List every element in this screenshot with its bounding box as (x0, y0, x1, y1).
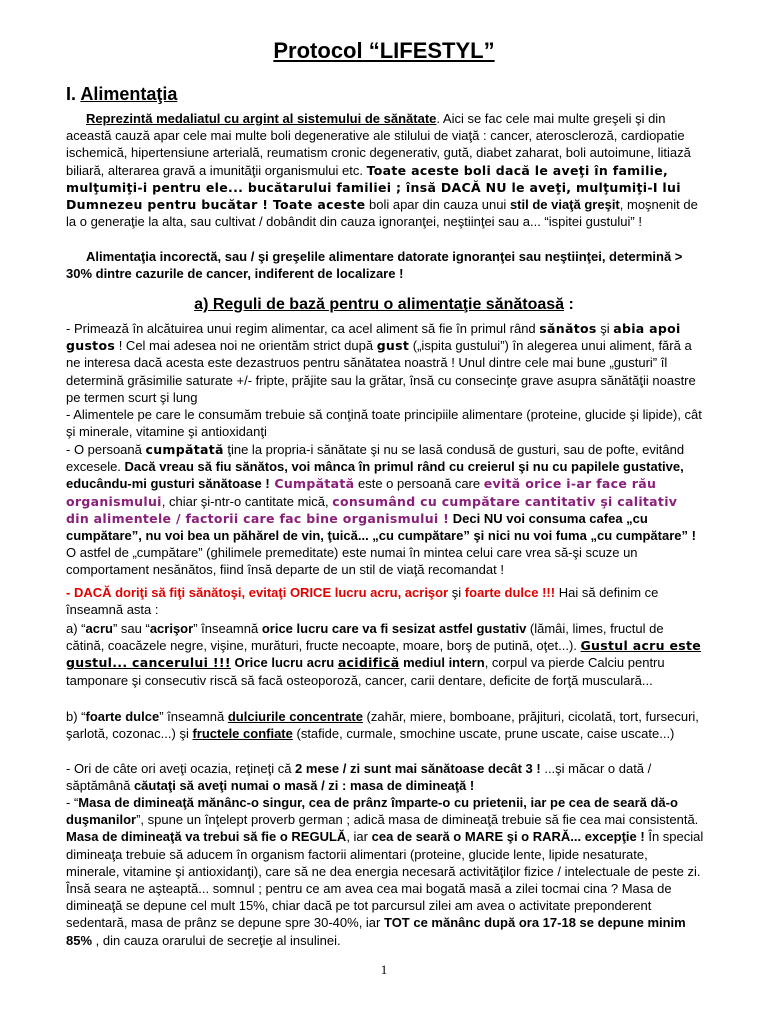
rule-breakfast-bold: Masa de dimineaţă va trebui să fie o REGULĂ (66, 829, 347, 845)
rule-3-bold: Deci NU voi consuma cafea „cu cumpătare”, nu voi bea un păhărel de vin, ţuică... „cu cumpătare” şi nici nu voi fuma „cu cumpătare” ! (66, 510, 696, 544)
page-number: 1 (380, 962, 388, 977)
rule-meals-text: - Ori de câte ori aveţi ocazia, reţineţi că (66, 761, 296, 776)
rule-dulce-bold: foarte dulce (85, 709, 160, 724)
rule-meals-text: ...şi măcar o dată / săptămână (66, 761, 652, 794)
rule-dulce-text: b) “ (66, 709, 86, 724)
rule-acru-bold: acru (85, 621, 113, 636)
rule-acru-text: , corpul va pierde Calciu pentru tamponare şi consecutiv riscă să facă osteoporoză, cancer, carii dentare, deficite de forţă musculară... (66, 655, 665, 688)
rule-3-purple: consumând cu cumpătare cantitativ şi calitativ din alimentele / factorii care fac bine organismului ! (66, 493, 678, 526)
rule-breakfast (66, 794, 704, 949)
rule-3-text: , chiar şi-ntr-o cantitate mică, (161, 493, 333, 509)
rule-dulce (66, 708, 704, 742)
rule-3-text: este o persoană care (354, 476, 484, 492)
rule-2-text: - Alimentele pe care le consumăm trebuie să conţină toate principiile alimentare (proteine, glucide şi lipide), cât şi minerale, vitamine şi antioxidanţi (66, 407, 702, 440)
rule-breakfast-text: În special dimineaţa trebuie să aducem în organism factorii alimentari (proteine, glucide lente, lipide nesaturate, minerale, vitamine şi antioxidanţi), care să ne dea energia necesară activităţilor fizice / intelectuale de peste zi. Însă seara ne aşteaptă... somnul ; pentru ce am avea cea mai bogată masă a zilei tocmai cina ? Masa de dimineaţă se depune cel mult 15%, chiar dacă pe tot parcursul zilei am avea o activitate preponderent sedentară, masa de prânz se depune spre 30-40%, iar (66, 829, 704, 931)
intro-emphasis: Toate aceste boli dacă le aveţi în familie, mulţumiţi-i pentru ele... bucătarului familiei ; însă DACĂ NU le aveţi, mulţumiţi-I lui Dumnezeu pentru bucătar ! Toate aceste (66, 162, 681, 213)
rule-acru-emphasis: acidifică (337, 655, 400, 671)
section-name: Alimentaţia (80, 84, 178, 104)
rule-acru-bold: orice lucru care va fi sesizat astfel gustativ (261, 621, 527, 636)
rule-dulce-bold: dulciurile concentrate (227, 709, 363, 724)
rule-1 (66, 320, 704, 406)
cancer-note-text: Alimentaţia incorectă, sau / şi greşelile alimentare datorate ignoranţei sau neştiinţei, determină > 30% dintre cazurile de cancer, indiferent de localizare ! (66, 249, 683, 282)
rule-1-text: şi (596, 321, 614, 336)
rule-acru (66, 620, 704, 689)
rule-dulce-text: ” înseamnă (159, 709, 228, 724)
subsection-label: a) Reguli de bază pentru o alimentaţie sănătoasă (194, 296, 565, 313)
rule-1-text: („ispita gustului”) în alegerea unui aliment, fără a ne interesa dacă acesta este dezastruos pentru sănătatea noastră ! Unul dintre cele mai bune „gusturi” îl determină grăsimilie saturate +/- fripte, prăjite sau la grătar, însă cu consecinţe grave asupra sănătăţii noastre pe termen scurt şi lung (66, 338, 696, 405)
rule-1-text: ! Cel mai adesea noi ne orientăm strict după (115, 338, 377, 354)
intro-text: . Aici se fac cele mai multe greşeli şi din această cauză apar cele mai multe boli degenerative ale stilului de viaţă : cancer, ateroscleroză, cardiopatie ischemică, hipertensiune arterială, reumatism cronic degenerativ, gută, diabet zaharat, boli autoimune, litiază biliară, alterarea gravă a imunităţii organismului etc. (66, 111, 691, 178)
section-heading (66, 84, 177, 105)
rule-4-red: - DACĂ doriţi să fiţi sănătoşi (66, 585, 242, 600)
rule-acru-emphasis: Gustul acru este gustul... cancerului !!! (66, 638, 702, 671)
rule-3-purple: evită orice i-ar face rău organismului (66, 476, 657, 509)
rule-breakfast-text: , iar (346, 829, 372, 845)
intro-bold: stil de viaţă greşit (509, 197, 620, 213)
rule-1-bold: abia apoi gustos (66, 321, 681, 354)
rule-1-bold: sănătos (539, 321, 597, 336)
intro-lead: Reprezintă medaliatul cu argint al sistemului de sănătate (86, 111, 437, 126)
rule-4 (66, 584, 704, 618)
rule-breakfast-text: - “ (66, 795, 79, 810)
rule-dulce-bold: fructele confiate (192, 726, 293, 742)
subsection-colon: : (564, 296, 574, 313)
document-title: Protocol “LIFESTYL” (273, 38, 495, 63)
rule-meals-bold: 2 mese / zi sunt mai sănătoase decât 3 ! (295, 761, 541, 776)
intro-text-3: , moşnenit de la o generaţie la alta, sau cultivat / dobândit din cauza ignoranţei, neştiinţei sau a... “ispitei gustului” ! (66, 197, 698, 230)
rule-breakfast-bold: TOT ce mănânc după ora 17-18 se depune minim 85% (66, 915, 686, 948)
rule-4-red: foarte dulce !!! (464, 585, 556, 600)
rule-3-text: O astfel de „cumpătare” (ghilimele premeditate) este numai în mintea celui care vrea să-şi scuze un comportament nesănătos, fiind însă departe de un stil de viaţă recomandat ! (66, 545, 638, 578)
rule-2 (66, 406, 704, 440)
rule-meals (66, 760, 704, 794)
rule-acru-text: ” înseamnă (193, 621, 262, 636)
cancer-note-paragraph (66, 248, 704, 282)
rule-acru-text: (lămâi, limes, fructul de cătină, coacăzele negre, vişine, murături, fructe necoapte, moare, borş de putină, oţet...). (66, 621, 664, 654)
rule-1-text: - Primează în alcătuirea unui regim alimentar, ca acel aliment să fie în primul rând (66, 321, 540, 336)
rule-3-text: - O persoană (66, 442, 146, 457)
rule-acru-bold: Orice lucru acru (230, 655, 338, 671)
rule-3-text: ţine la propria-i sănătate şi nu se lasă condusă de gusturi, sau de pofte, evitând excesele. (66, 442, 685, 475)
rule-breakfast-text: , din cauza orarului de secreţie al insulinei. (92, 932, 341, 948)
rule-4-red: , evitaţi ORICE lucru acru, acrişor (241, 585, 449, 600)
rule-breakfast-bold: cea de seară o MARE şi o RARĂ... excepţie ! (371, 829, 645, 845)
rule-meals-bold: căutaţi să aveţi numai o masă / zi : masa de dimineaţă ! (133, 778, 475, 794)
rule-dulce-text: (stafide, curmale, smochine uscate, prune uscate, caise uscate...) (292, 726, 675, 742)
intro-paragraph (66, 110, 704, 230)
rule-3-purple: Cumpătată (269, 476, 355, 492)
intro-text-2: boli apar din cauza unui (365, 197, 510, 213)
rule-acru-bold: mediul intern (399, 655, 485, 671)
rule-breakfast-text: ”, spune un înţelept proverb german ; adică masa de dimineaţă trebuie să fie cea mai consistentă. (136, 812, 699, 828)
rule-3-bold: cumpătată (145, 442, 224, 457)
rule-acru-text: a) “ (66, 621, 86, 636)
rule-acru-text: ” sau “ (112, 621, 150, 636)
rule-acru-bold: acrişor (149, 621, 194, 636)
rule-3-bold: Dacă vreau să fiu sănătos, voi mânca în primul rând cu creierul şi nu cu papilele gustative, educându-mi gusturi sănătoase ! (66, 459, 684, 492)
rule-1-bold: gust (376, 338, 410, 354)
rule-4-text: Hai să definim ce înseamnă asta : (66, 585, 659, 618)
subsection-heading (0, 296, 768, 314)
rule-4-text: şi (448, 585, 465, 600)
rule-breakfast-bold: Masa de dimineaţă mănânc-o singur, cea de prânz împarte-o cu prietenii, iar pe cea de seară dă-o duşmanilor (66, 795, 678, 828)
section-number: I. (66, 84, 81, 104)
rule-3 (66, 441, 704, 579)
rule-dulce-text: (zahăr, miere, bomboane, prăjituri, cicolată, tort, fursecuri, şarlotă, cozonac...) şi (66, 709, 699, 742)
